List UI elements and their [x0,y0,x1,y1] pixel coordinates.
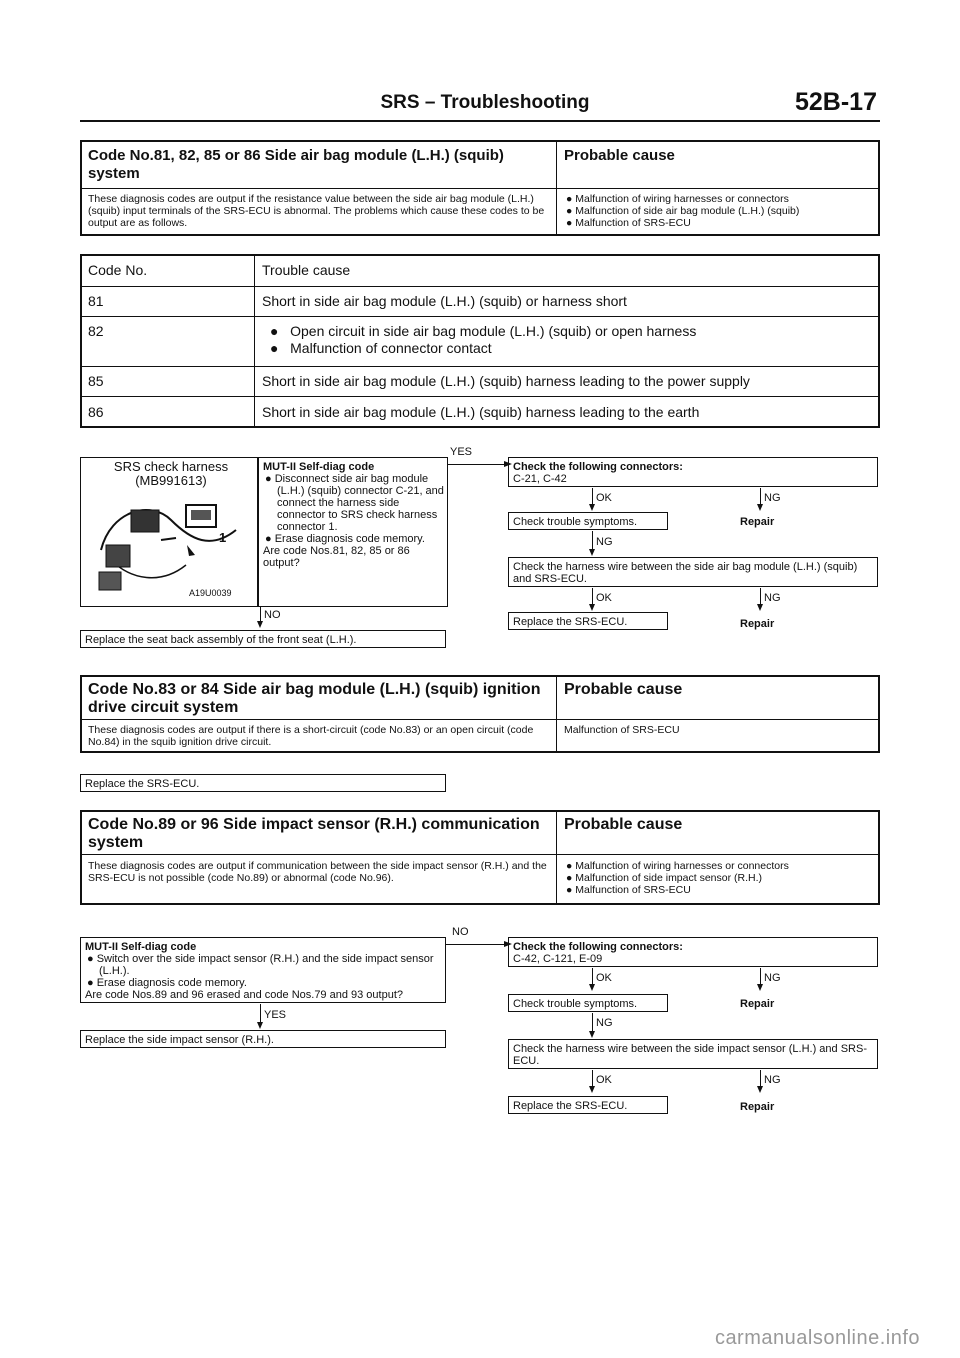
replace-ecu-text-2: Replace the SRS-ECU. [85,778,200,790]
harness-check-2 [508,1039,878,1069]
connector-check-1 [508,457,878,487]
code-86: 86 [88,404,104,420]
ng-label: NG [764,972,781,984]
repair-label: Repair [740,516,775,528]
connector-check-2 [508,937,878,967]
pin-label: 1 [219,530,227,545]
cause-item: ● Malfunction of SRS-ECU [566,217,691,229]
section1-desc: These diagnosis codes are output if the resistance value between the side air bag module (L.H.) (squib) input terminals of the SRS-ECU is abnormal. The problems which cause these codes to be output are as follows. [88,193,545,229]
cause-item: ● Malfunction of side impact sensor (R.H.) [566,872,762,884]
harness-check-text-2: Check the harness wire between the side impact sensor (L.H.) and SRS-ECU. [513,1043,867,1067]
harness-check-text-1: Check the harness wire between the side air bag module (L.H.) (squib) and SRS-ECU. [513,561,858,585]
trouble-box-2 [508,994,668,1012]
watermark: carmanualsonline.info [714,1327,920,1349]
section2-cause: Malfunction of SRS-ECU [564,724,680,736]
connector-list-2: C-42, C-121, E-09 [513,953,603,965]
section2-table [80,675,880,753]
mut-text-1: MUT-II Self-diag code ● Disconnect side air bag module (L.H.) (squib) connector C-21, and connect the harness side connector to SRS check harness connector 1. ● Erase diagnosis code memory. Are code Nos.81, 82, 85 or 86 output? [263,461,444,569]
repair-label: Repair [740,998,775,1010]
figure-id: A19U0039 [189,588,232,598]
ok-label: OK [596,492,612,504]
codes-table [80,254,880,428]
replace-ecu-box-2 [80,774,446,792]
connector-list-1: C-21, C-42 [513,473,567,485]
section3-title: Code No.89 or 96 Side impact sensor (R.H.) communication system [88,816,540,851]
trouble-text-2: Check trouble symptoms. [513,998,638,1010]
section3-desc: These diagnosis codes are output if communication between the side impact sensor (R.H.) and the SRS-ECU is not possible (code No.89) or abnormal (code No.96). [88,860,547,884]
cause-item: ● Malfunction of wiring harnesses or connectors [566,860,789,872]
replace-seat-text: Replace the seat back assembly of the front seat (L.H.). [85,634,357,646]
harness-label: SRS check harness (MB991613) [113,459,229,488]
no-label-1: NO [264,609,281,621]
code-81: 81 [88,293,104,309]
code-85: 85 [88,373,104,389]
ng-label: NG [764,492,781,504]
connector-title-2: Check the following connectors: [513,941,683,953]
harness-figure [80,457,258,607]
section2-desc: These diagnosis codes are output if there is a short-circuit (code No.83) or an open circuit (code No.84) in the squib ignition drive circuit. [88,724,534,748]
replace-ecu-box-1 [508,612,668,630]
section3-table [80,810,880,905]
cause-85: Short in side air bag module (L.H.) (squib) harness leading to the power supply [262,373,750,389]
code-82: 82 [88,323,104,339]
section1-causes [564,193,874,229]
section1-cause-head: Probable cause [564,147,675,164]
section3-cause-head: Probable cause [564,816,683,833]
arrow-down [257,621,263,628]
ng-label: NG [596,1017,613,1029]
page-number: 52B-17 [795,88,877,116]
trouble-box-1 [508,512,668,530]
yes-label-1: YES [450,446,473,458]
mut-box-2 [80,937,446,1003]
codes-head-code: Code No. [88,262,148,278]
header-rule [80,120,880,122]
yes-connector-1 [448,464,506,465]
ok-label: OK [596,592,612,604]
section2-title: Code No.83 or 84 Side air bag module (L.H.) (squib) ignition drive circuit system [88,681,541,716]
yes-label-2: YES [264,1009,287,1021]
section1-table [80,140,880,236]
harness-illustration [91,490,251,602]
repair-label: Repair [740,1101,775,1113]
ng-label: NG [596,536,613,548]
no-label-2: NO [452,926,469,938]
trouble-text-1: Check trouble symptoms. [513,516,638,528]
section3-causes [564,860,874,896]
codes-head-cause: Trouble cause [262,262,351,278]
mut-box-1 [258,457,448,607]
cause-86: Short in side air bag module (L.H.) (squib) harness leading to the earth [262,404,700,420]
connector-title-1: Check the following connectors: [513,461,683,473]
replace-sensor-box [80,1030,446,1048]
mut-text-2: MUT-II Self-diag code ● Switch over the side impact sensor (R.H.) and the side impact sensor (L.H.). ● Erase diagnosis code memory. Are code Nos.89 and 96 erased and code Nos.79 and 93 output? [85,941,434,1001]
ok-label: OK [596,1074,612,1086]
replace-ecu-text-3: Replace the SRS-ECU. [513,1100,628,1112]
replace-seat-box [80,630,446,648]
ng-label: NG [764,592,781,604]
replace-ecu-text-1: Replace the SRS-ECU. [513,616,628,628]
repair-label: Repair [740,618,775,630]
section2-cause-head: Probable cause [564,681,683,698]
cause-item: ● Malfunction of SRS-ECU [566,884,691,896]
cause-82: ● Open circuit in side air bag module (L.H.) (squib) or open harness ● Malfunction of connector contact [270,323,697,356]
cause-81: Short in side air bag module (L.H.) (squib) or harness short [262,293,627,309]
no-connector-2 [446,944,506,945]
replace-sensor-text: Replace the side impact sensor (R.H.). [85,1034,274,1046]
page-title: SRS – Troubleshooting [380,92,590,113]
cause-item: ● Malfunction of wiring harnesses or connectors [566,193,789,205]
section1-title: Code No.81, 82, 85 or 86 Side air bag module (L.H.) (squib) system [88,147,504,182]
cause-item: ● Malfunction of side air bag module (L.H.) (squib) [566,205,800,217]
ng-label: NG [764,1074,781,1086]
harness-check-1 [508,557,878,587]
replace-ecu-box-3 [508,1096,668,1114]
ok-label: OK [596,972,612,984]
